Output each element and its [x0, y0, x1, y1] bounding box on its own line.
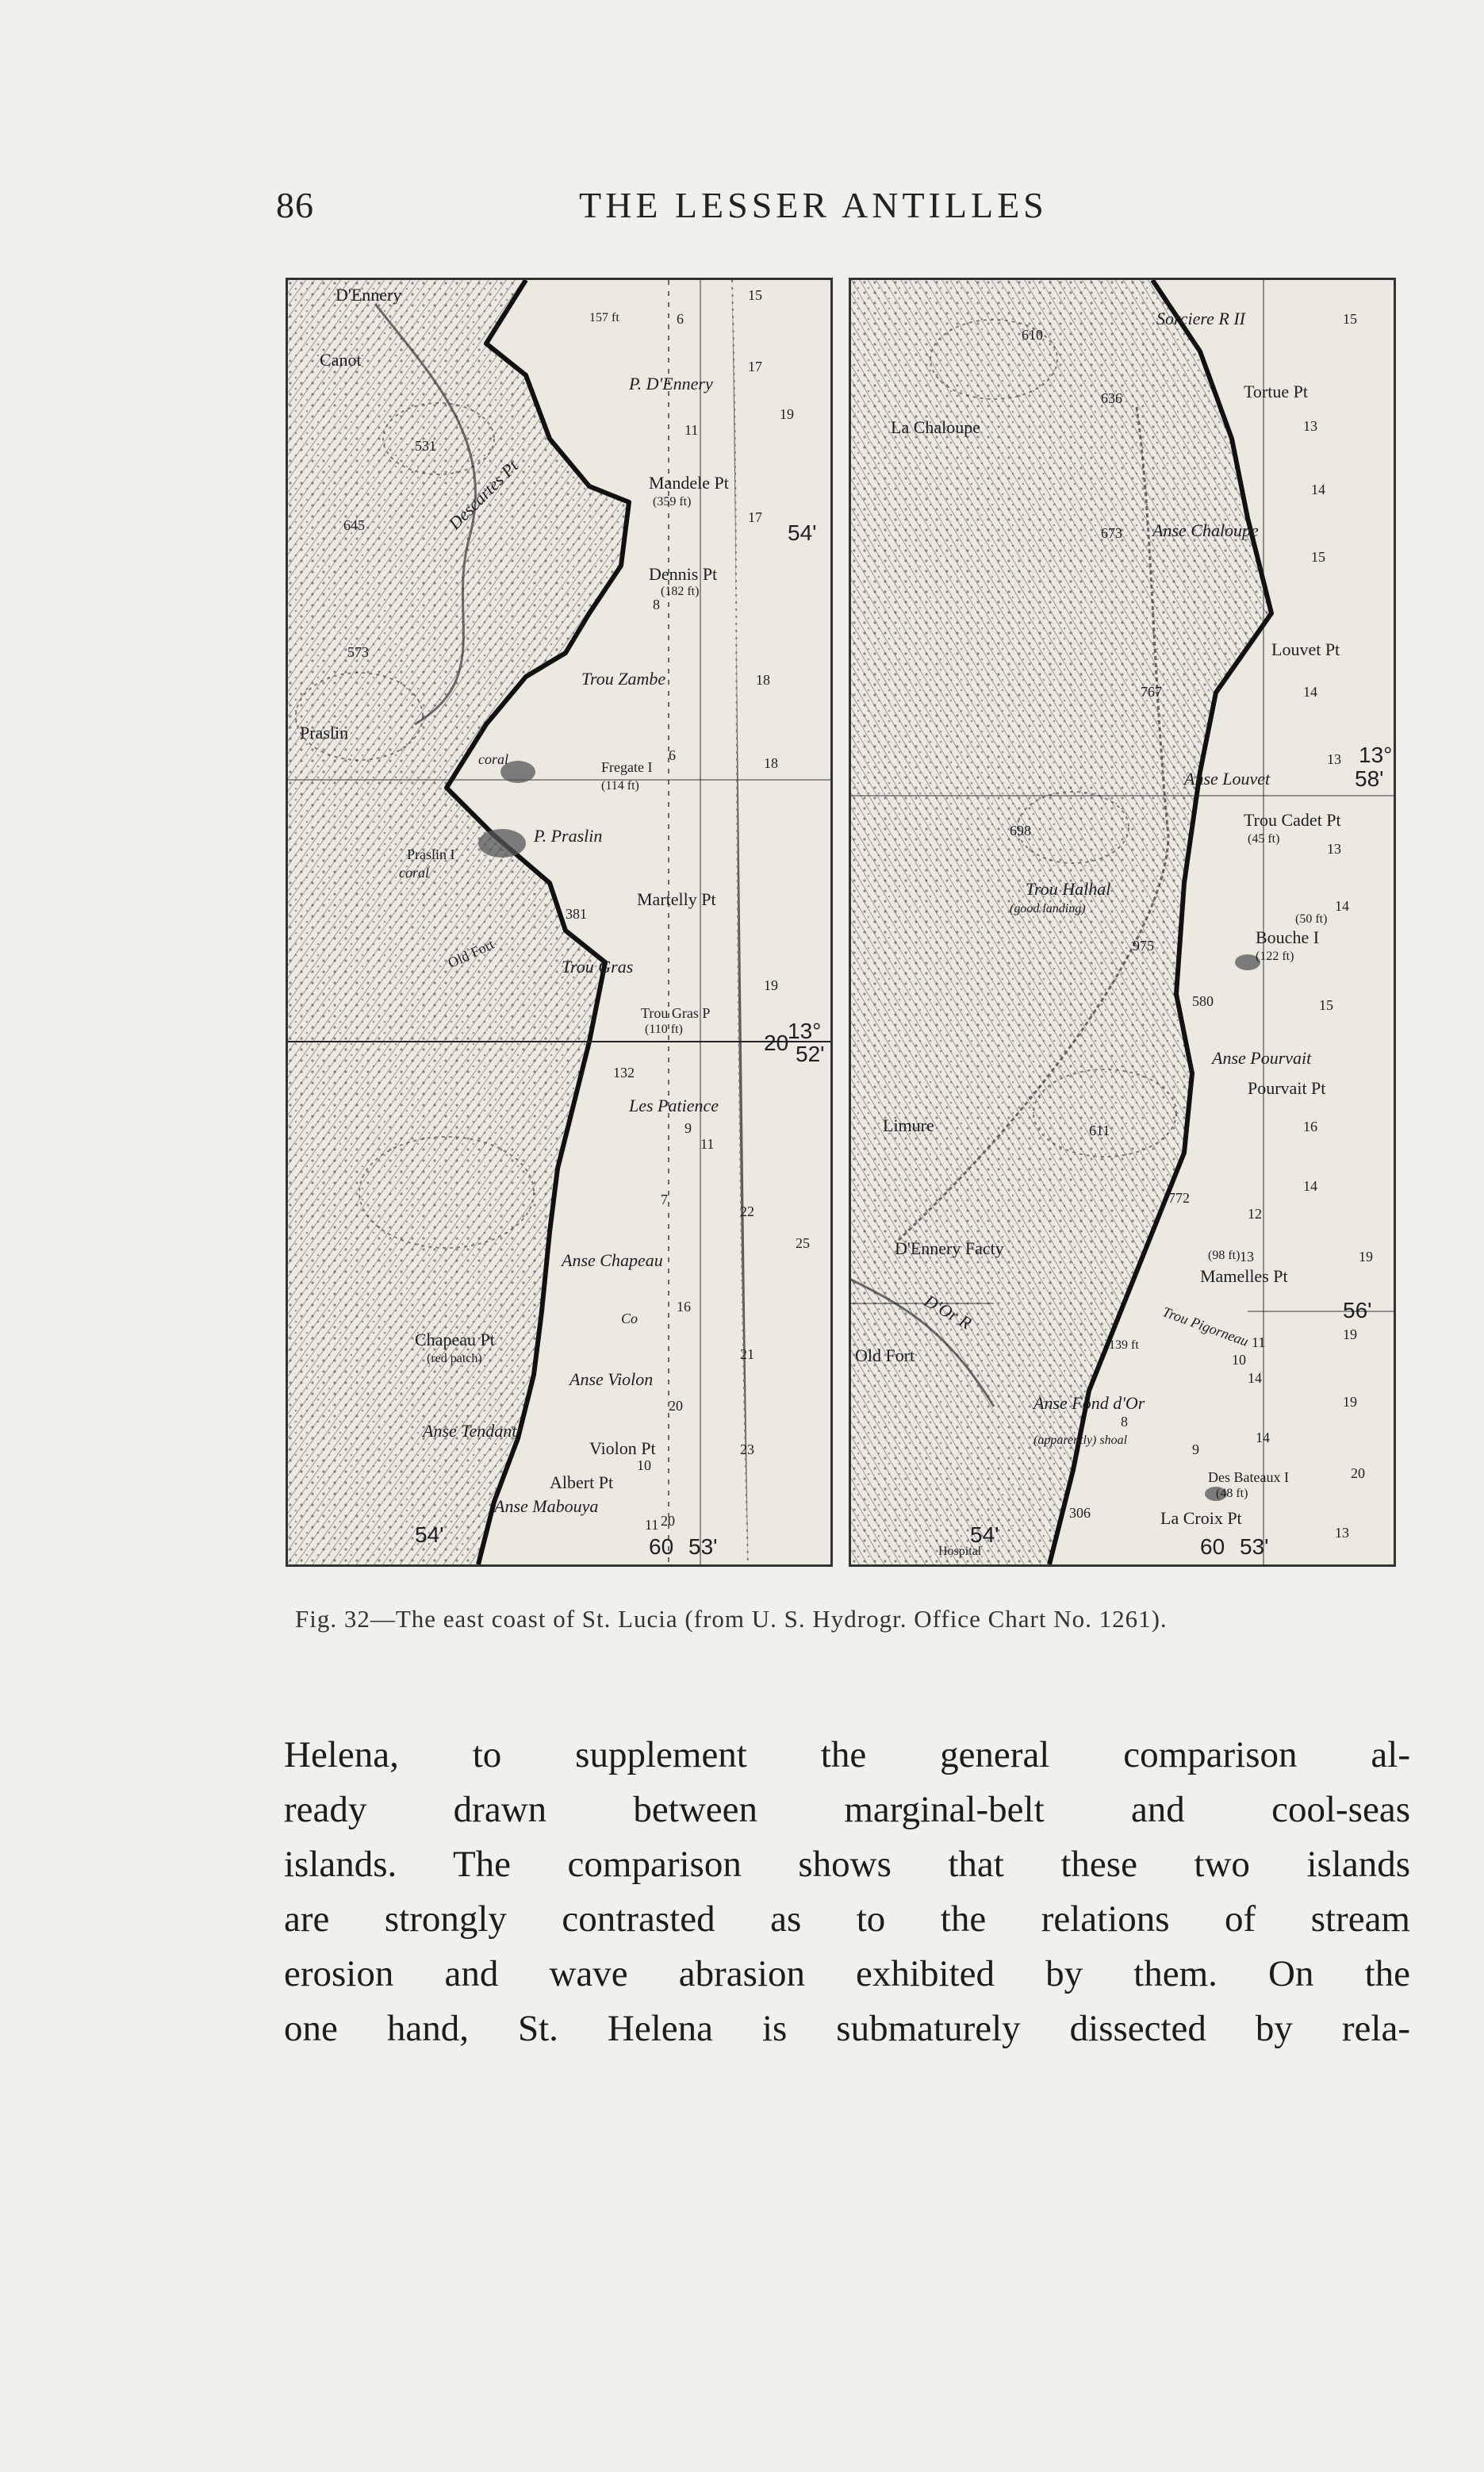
label-good-landing: (good landing) — [1010, 902, 1086, 915]
sounding: 19 — [1343, 1326, 1357, 1342]
label-anse-fond-d-or: Anse Fond d'Or — [1033, 1393, 1145, 1413]
sounding: 17 — [748, 359, 762, 374]
sounding: 14 — [1303, 1178, 1317, 1194]
sounding: 6 — [669, 747, 676, 763]
label-co: Co — [621, 1311, 638, 1326]
sounding: 8 — [653, 597, 660, 612]
sounding: 11 — [645, 1517, 659, 1533]
sounding: 10 — [1232, 1352, 1246, 1368]
label-bouche-i: Bouche I — [1256, 927, 1320, 947]
height-573: 573 — [347, 644, 369, 660]
label-coral-2: coral — [399, 865, 429, 881]
map-left-panel — [286, 278, 833, 1567]
sounding: 16 — [677, 1299, 691, 1315]
sounding: 10 — [637, 1457, 651, 1473]
label-fifty-ft: (50 ft) — [1295, 912, 1328, 926]
label-mamelles-pt: Mamelles Pt — [1200, 1266, 1288, 1286]
sounding: 20 — [669, 1398, 683, 1414]
sounding: 25 — [796, 1235, 810, 1251]
label-albert-pt: Albert Pt — [550, 1472, 614, 1492]
height-645: 645 — [343, 517, 365, 533]
sounding: 23 — [740, 1441, 754, 1457]
height-673: 673 — [1101, 525, 1122, 541]
sounding: 13 — [1240, 1249, 1254, 1265]
label-la-croix-pt: La Croix Pt — [1160, 1508, 1242, 1528]
height-610: 610 — [1022, 327, 1043, 343]
label-fregate-i: Fregate I — [601, 759, 653, 775]
height-132: 132 — [613, 1065, 635, 1081]
sounding: 19 — [780, 406, 794, 422]
label-d-ennery-facty: D'Ennery Facty — [895, 1238, 1004, 1258]
sounding: 14 — [1311, 482, 1325, 497]
sounding: 15 — [1319, 997, 1333, 1013]
figure-caption: Fig. 32—The east coast of St. Lucia (from U. S. Hydrogr. Office Chart No. 1261). — [295, 1605, 1168, 1633]
label-sorciere-r: Sorciere R II — [1156, 309, 1245, 328]
height-611: 611 — [1089, 1123, 1110, 1138]
sounding: 11 — [700, 1136, 715, 1152]
sounding: 19 — [764, 977, 778, 993]
label-dennis-ht: (182 ft) — [661, 585, 700, 598]
body-line: ready drawn between marginal-belt and cool-seas — [284, 1789, 1410, 1830]
sounding: 14 — [1335, 898, 1349, 914]
sounding: 14 — [1256, 1430, 1270, 1445]
sounding: 9 — [1192, 1441, 1199, 1457]
lon-54-minute: 54' — [970, 1522, 999, 1547]
height-975: 975 — [1133, 938, 1154, 954]
label-coral-1: coral — [478, 751, 508, 767]
sounding: 21 — [740, 1346, 754, 1362]
label-p-d-ennery: P. D'Ennery — [629, 374, 713, 393]
label-mandele-ht: (359 ft) — [653, 495, 692, 509]
label-des-bateaux-i: Des Bateaux I — [1208, 1469, 1289, 1485]
height-381: 381 — [566, 906, 587, 922]
sounding: 22 — [740, 1203, 754, 1219]
lat-56-minute: 56' — [1343, 1298, 1372, 1322]
label-mamelles-ht: (98 ft) — [1208, 1249, 1241, 1262]
label-hospital: Hospital — [938, 1545, 982, 1558]
lon-60-degree: 60 — [649, 1534, 674, 1559]
sounding: 6 — [677, 311, 684, 327]
label-anse-chaloupe: Anse Chaloupe — [1152, 520, 1259, 540]
sounding: 14 — [1303, 684, 1317, 700]
sounding: 18 — [756, 672, 770, 688]
label-la-chaloupe: La Chaloupe — [891, 417, 981, 437]
label-praslin-i: Praslin I — [407, 846, 455, 862]
height-139: 139 ft — [1109, 1338, 1139, 1352]
sounding: 13 — [1327, 751, 1341, 767]
sounding: 17 — [748, 509, 762, 525]
coord-twenty: 20 — [764, 1031, 789, 1055]
label-violon-pt: Violon Pt — [589, 1438, 656, 1458]
height-306: 306 — [1069, 1505, 1091, 1521]
sounding: 16 — [1303, 1119, 1317, 1134]
sounding: 13 — [1335, 1525, 1349, 1541]
height-772: 772 — [1168, 1190, 1190, 1206]
body-line: one hand, St. Helena is submaturely dissected by rela- — [284, 2008, 1410, 2049]
sounding: 8 — [1121, 1414, 1128, 1430]
label-trou-halhal: Trou Halhal — [1026, 879, 1111, 899]
lon-60-degree: 60 — [1200, 1534, 1225, 1559]
running-head: THE LESSER ANTILLES — [579, 185, 1048, 225]
sounding: 7 — [661, 1192, 668, 1207]
height-157: 157 ft — [589, 311, 619, 324]
label-trou-gras: Trou Gras — [562, 957, 634, 977]
map-right-panel — [849, 278, 1396, 1567]
page-number: 86 — [276, 185, 314, 225]
label-trou-cadet-pt: Trou Cadet Pt — [1244, 810, 1341, 830]
label-tortue-pt: Tortue Pt — [1244, 382, 1308, 401]
sounding: 20 — [1351, 1465, 1365, 1481]
body-line: Helena, to supplement the general comparison al- — [284, 1734, 1410, 1775]
label-descartes-pt: Descartes Pt — [444, 455, 522, 534]
figure — [286, 278, 1396, 1567]
label-anse-mabouya: Anse Mabouya — [494, 1496, 599, 1516]
sounding: 13 — [1327, 841, 1341, 857]
label-fregate-ht: (114 ft) — [601, 779, 639, 793]
map-left-drawing — [288, 280, 830, 1564]
sounding: 19 — [1343, 1394, 1357, 1410]
sounding: 11 — [1252, 1334, 1266, 1350]
label-bouche-ht: (122 ft) — [1256, 950, 1294, 963]
body-text — [284, 1728, 1410, 2056]
lon-53-minute: 53' — [688, 1534, 718, 1559]
label-trou-zambe: Trou Zambe — [581, 669, 666, 689]
label-anse-pourvait: Anse Pourvait — [1212, 1048, 1312, 1068]
height-636: 636 — [1101, 390, 1122, 406]
label-des-bateaux-ht: (48 ft) — [1216, 1487, 1248, 1500]
label-trou-gras-ht: (110 ft) — [645, 1023, 683, 1036]
sounding: 19 — [1359, 1249, 1373, 1265]
lat-13-degree: 13° — [788, 1019, 822, 1043]
label-limure: Limure — [883, 1115, 934, 1135]
lon-53-minute: 53' — [1240, 1534, 1269, 1559]
label-louvet-pt: Louvet Pt — [1271, 639, 1340, 659]
label-anse-louvet: Anse Louvet — [1184, 769, 1271, 789]
sounding: 11 — [684, 422, 699, 438]
lat-52-minute: 52' — [796, 1042, 825, 1066]
lat-58-minute: 58' — [1355, 766, 1384, 791]
sounding: 12 — [1248, 1206, 1262, 1222]
sounding: 9 — [684, 1120, 692, 1136]
label-trou-gras-p: Trou Gras P — [641, 1005, 711, 1021]
lon-54-minute: 54' — [415, 1522, 444, 1547]
label-trou-cadet-ht: (45 ft) — [1248, 832, 1280, 846]
height-580: 580 — [1192, 993, 1214, 1009]
label-anse-violon: Anse Violon — [569, 1369, 654, 1389]
sounding: 13 — [1303, 418, 1317, 434]
height-698: 698 — [1010, 823, 1031, 839]
label-les-patience: Les Patience — [629, 1096, 719, 1115]
label-mandele-pt: Mandele Pt — [649, 473, 729, 493]
label-apparently-shoal: (apparently) shoal — [1033, 1434, 1128, 1447]
label-canot: Canot — [320, 350, 362, 370]
label-dor-r: D'Or R — [921, 1290, 976, 1334]
sounding: 15 — [1311, 549, 1325, 565]
label-martelly-pt: Martelly Pt — [637, 889, 716, 909]
label-p-praslin: P. Praslin — [534, 826, 603, 846]
sounding: 18 — [764, 755, 778, 771]
lat-13-degree: 13° — [1359, 743, 1393, 767]
label-anse-chapeau: Anse Chapeau — [562, 1250, 663, 1270]
label-old-fort: Old Fort — [855, 1345, 915, 1365]
body-line: are strongly contrasted as to the relations of stream — [284, 1898, 1410, 1940]
label-d-ennery: D'Ennery — [336, 285, 402, 305]
sounding: 15 — [748, 287, 762, 303]
height-531: 531 — [415, 438, 436, 454]
lat-54-minute: 54' — [788, 520, 817, 545]
body-line: islands. The comparison shows that these two islands — [284, 1844, 1410, 1885]
body-line: erosion and wave abrasion exhibited by them. On the — [284, 1953, 1410, 1994]
label-pourvait-pt: Pourvait Pt — [1248, 1078, 1326, 1098]
label-red-patch: (red patch) — [427, 1352, 482, 1365]
sounding: 15 — [1343, 311, 1357, 327]
label-anse-tendant: Anse Tendant — [423, 1421, 517, 1441]
label-praslin: Praslin — [300, 723, 349, 743]
page-header — [276, 184, 1402, 240]
sounding: 14 — [1248, 1370, 1262, 1386]
label-dennis-pt: Dennis Pt — [649, 564, 718, 584]
sounding: 20 — [661, 1513, 675, 1529]
label-old-fort: Old Fort — [445, 935, 497, 972]
label-chapeau-pt: Chapeau Pt — [415, 1330, 495, 1349]
label-trou-pigorneau: Trou Pigorneau — [1160, 1303, 1251, 1349]
height-767: 767 — [1141, 684, 1162, 700]
